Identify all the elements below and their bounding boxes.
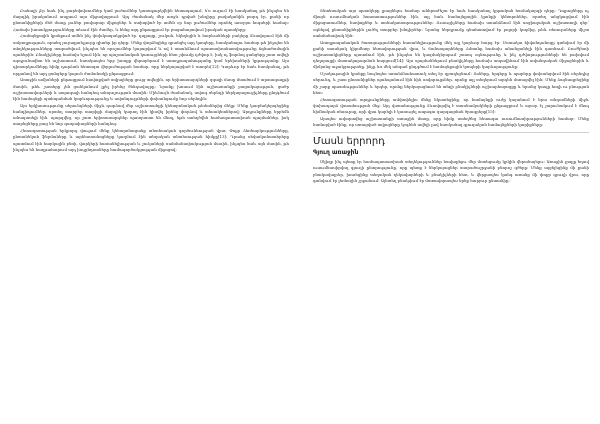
body-paragraph: Այս երկխոսությունը սերունդների միջև դարձավ մեր աշխատանքի կենտրոնական թեմաներից մեկը։ Մենք կազմակերպեցինք հանդիպումներ, որտեղ տարբեր տարիքի մարդիկ կարող էին կիսվել իրենց փորձով և տեսակետներով։ Արդյունքները երբեմն անսպասելի էին. պարզվեց, որ շատ երիտասարդներ պատրաստ են մնալ, եթե ստեղծվեն համապատասխան պայմաններ, իսկ տարեցները բաց են նոր գաղափարների հանդեպ։ <box>13 102 289 127</box>
body-paragraph: Համայնքային կյանքում ամեն ինչ փոխկապակցված էր. դպրոցը, շուկան, եկեղեցին և հարևանների բակերը ձևավորում էին մի ամբողջություն, որտեղ յուրաքանչյուրը գիտեր իր դերը։ Մենք փորձեցինք գրանցել այդ կապերը, հասկանալու համար թե ինչպես են տեղեկությունները տարածվում, ինչպես են որոշումներ կայացվում և ով է ստանձնում պատասխանատվությունը ճգնաժամային պահերին։ Բնակիչները հաճախ նշում էին, որ պաշտոնական կառույցների հետ շփումը դժվար է, իսկ ոչ ֆորմալ ցանցերը շատ ավելի արդյունավետ են աշխատում, հատկապես երբ խոսքը վերաբերում է առողջապահությանը կամ երեխաների կրթությանը։ Այս դիտարկումները հիմք դարձան հետագա վերլուծության համար, որը ներկայացված է ստորև[12]։ Կարևոր էր նաև հասկանալ, թե որքանով են այդ ցանցերը կայուն ժամանակի ընթացքում։ <box>13 33 289 76</box>
chapter-heading: Մասն երրորդ <box>313 132 589 148</box>
right-column <box>313 8 589 416</box>
body-paragraph: Առողջապահական ծառայությունների հասանելիությունը մեկ այլ կարևոր հարց էր։ Մոտակա հիվանդանոցը գտնվում էր մի քանի տասնյակ կիլոմետր հեռավորության վրա, և ճանապարհները ձմռանը հաճախ անանցանելի էին դառնում։ Բուժկետի աշխատակիցները պատմում էին, թե ինչպես են կազմակերպում շտապ օգնությունը և ինչ դժվարությունների են բախվում դեղորայքի մատակարարման հարցում[14]։ Այս պայմաններում բնակիչները հաճախ ապավինում էին ավանդական միջոցներին և միմյանց աջակցությանը, ինչը ևս մեկ անգամ ընդգծում է համայնքային կապերի կարևորությունը։ <box>313 39 589 70</box>
body-paragraph: Հետազոտության արդյունքները ամփոփելիս մենք նկատեցինք, որ համայնքի ուժը կայանում է նրա անդամների միջև փոխադարձ վստահության մեջ։ Այդ վստահությունը ձևավորվել է տասնամյակների ընթացքում և այսօր էլ շարունակում է մնալ հիմնական ռեսուրսը, որի վրա կարելի է կառուցել ապագա զարգացման ծրագրերը[15]։ <box>313 96 589 115</box>
body-paragraph: Սկիզբ ինչ պետք էր համապատասխան տեղեկություններ հավաքելու մեր մոտեցումը կրկին վերանայելու։ Առաջին քայլը եղավ ուսումնասիրվող գյուղի ընտրությունը, որը պետք է ներկայացներ տարածաշրջանի բնորոշ գծերը։ Մենք այցելեցինք մի քանի բնակավայրեր, խոսեցինք տեղական ղեկավարների և բնակիչների հետ, և վերջապես կանգ առանք մի փոքր գյուղի վրա, որը գտնվում էր լեռնային շրջանում։ Այնտեղ բնակվում էր մոտավորապես երեք հարյուր ընտանիք։ <box>313 159 589 183</box>
body-paragraph: Առաջին ամիսների ընթացքում հավաքված տվյալները ցույց տվեցին, որ երիտասարդների զգալի մասը մտածում է արտագաղթի մասին, թեև շատերը չեն ցանկանում լքել իրենց ծննդավայրը։ Նրանք խոսում էին աշխատանքի բացակայության, ցածր աշխատավարձերի և ապագայի հանդեպ անորոշության մասին։ Միևնույն ժամանակ, ավագ սերնդի ներկայացուցիչները ընդգծում էին համայնքի պահպանման կարևորությունը և ավանդույթների փոխանցումը նոր սերնդին։ <box>13 77 289 102</box>
left-column <box>13 8 289 416</box>
body-paragraph: Բանալի չէր նաև ինչ բարեփոխումներ կամ լուծումներ կառաջարկվեին հետագայում, ե՛ս ուզում էի հասկանալ թե ինչպես են մարդիկ իրականում ապրում այս միջավայրում։ Այդ ժամանակ մեր առջև դրված խնդիրը բավականին բարդ էր, քանի որ ընտանիքների մեծ մասը չուներ բավարար միջոցներ և ստիպված էր ամեն օր նոր լուծումներ որոնել առօրյա հոգսերի համար։ Հաճախ խոսակցությունները տևում էին ժամեր, և հենց այդ ընթացքում էր բացահայտվում իրական պատկերը։ <box>13 8 289 32</box>
body-paragraph: Այսպես ավարտվեց աշխատանքի առաջին մասը, որը հիմք ստեղծեց հետագա ուսումնասիրությունների համար։ Մենք համոզված էինք, որ ստացված տվյալները կօգնեն ավելի լավ հասկանալ գյուղական համայնքների կարիքները։ <box>313 115 589 128</box>
body-paragraph: Մշակութային կյանքը նույնպես առանձնահատուկ տեղ էր զբաղեցնում։ Տոները, երգերը և պարերը փոխանցվում էին սերնդից սերունդ, և շատ ընտանիքներ պահպանում էին հին սովորույթներ, որոնք այլ տեղերում արդեն մոռացվել էին։ Մենք ձայնագրեցինք մի շարք պատմություններ և երգեր, որոնք ներկայացնում են տեղի բնակիչների աշխարհայացքը և նրանց կապը հողի ու բնության հետ։ <box>313 71 589 95</box>
body-paragraph: Տնտեսական այս պատկերը լրացնելու համար անհրաժեշտ էր նաև հասկանալ կրթական համակարգի դերը։ Դպրոցները ոչ միայն ուսումնական հաստատություններ էին, այլ նաև համայնքային կյանքի կենտրոններ, որտեղ անցկացվում էին միջոցառումներ, հավաքներ և տոնակատարություններ։ Ուսուցիչները հաճախ ստանձնում էին սոցիալական աշխատողի դեր՝ օգնելով ընտանիքներին լուծել տարբեր խնդիրներ։ Նրանց ներդրումը գնահատվում էր բոլորի կողմից, թեև ռեսուրսները միշտ սահմանափակ էին։ <box>313 8 589 38</box>
body-paragraph: Հետազոտության երկրորդ փուլում մենք կենտրոնացանք տնտեսական գործունեության վրա։ Փոքր ձեռնարկությունները, ընտանեկան ֆերմաները և արհեստանոցները կազմում էին տեղական տնտեսության հիմքը[13]։ Դրանց սեփականատերերը պատմում էին հարկային բեռի, վարկերի հասանելիության և շուկաների սահմանափակության մասին, ինչպես նաև այն մասին, թե ինչպես են հաղթահարում այդ խոչընդոտները համագործակցության միջոցով։ <box>13 128 289 152</box>
section-heading: Գյուղ առաջին <box>313 149 359 157</box>
